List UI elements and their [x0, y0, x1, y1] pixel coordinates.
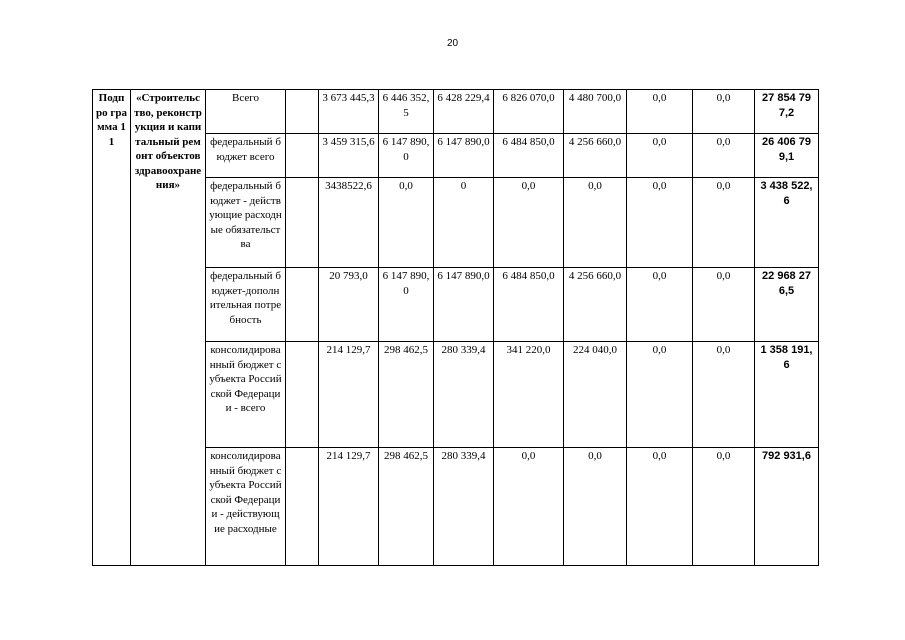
value-cell: 0,0: [693, 134, 755, 178]
total-cell: 22 968 276,5: [755, 268, 819, 342]
value-cell: 0,0: [693, 268, 755, 342]
total-cell: 1 358 191,6: [755, 342, 819, 448]
total-cell: 792 931,6: [755, 448, 819, 566]
value-cell: 6 484 850,0: [494, 268, 564, 342]
value-cell: 3 673 445,3: [319, 90, 379, 134]
value-cell: 0,0: [564, 178, 627, 268]
value-cell: 4 256 660,0: [564, 134, 627, 178]
value-cell: 0,0: [627, 448, 693, 566]
row-name: Всего: [206, 90, 286, 134]
value-cell: 0,0: [627, 268, 693, 342]
row-name: федеральный бюджет всего: [206, 134, 286, 178]
total-cell: 3 438 522,6: [755, 178, 819, 268]
empty-cell: [286, 342, 319, 448]
value-cell: 298 462,5: [379, 448, 434, 566]
value-cell: 341 220,0: [494, 342, 564, 448]
value-cell: 0,0: [494, 178, 564, 268]
value-cell: 0,0: [627, 134, 693, 178]
value-cell: 0,0: [564, 448, 627, 566]
value-cell: 6 428 229,4: [434, 90, 494, 134]
empty-cell: [286, 134, 319, 178]
budget-table: [92, 89, 819, 566]
value-cell: 0,0: [379, 178, 434, 268]
value-cell: 4 480 700,0: [564, 90, 627, 134]
table-row: [93, 90, 819, 134]
empty-cell: [286, 90, 319, 134]
value-cell: 6 446 352,5: [379, 90, 434, 134]
value-cell: 20 793,0: [319, 268, 379, 342]
value-cell: 0,0: [627, 90, 693, 134]
row-name: федеральный бюджет-дополнительная потребность: [206, 268, 286, 342]
value-cell: 0,0: [627, 342, 693, 448]
value-cell: 224 040,0: [564, 342, 627, 448]
value-cell: 214 129,7: [319, 342, 379, 448]
value-cell: 0,0: [693, 178, 755, 268]
value-cell: 214 129,7: [319, 448, 379, 566]
empty-cell: [286, 448, 319, 566]
value-cell: 6 147 890,0: [434, 268, 494, 342]
value-cell: 3438522,6: [319, 178, 379, 268]
row-name: консолидированный бюджет субъекта Российской Федерации - всего: [206, 342, 286, 448]
value-cell: 0,0: [693, 90, 755, 134]
value-cell: 3 459 315,6: [319, 134, 379, 178]
value-cell: 298 462,5: [379, 342, 434, 448]
value-cell: 6 826 070,0: [494, 90, 564, 134]
value-cell: 0,0: [693, 448, 755, 566]
value-cell: 6 147 890,0: [434, 134, 494, 178]
value-cell: 280 339,4: [434, 342, 494, 448]
total-cell: 27 854 797,2: [755, 90, 819, 134]
row-name: федеральный бюджет - действующие расходные обязательства: [206, 178, 286, 268]
total-cell: 26 406 799,1: [755, 134, 819, 178]
page-number: 20: [446, 38, 459, 49]
value-cell: 4 256 660,0: [564, 268, 627, 342]
value-cell: 0,0: [693, 342, 755, 448]
value-cell: 6 484 850,0: [494, 134, 564, 178]
empty-cell: [286, 268, 319, 342]
value-cell: 6 147 890,0: [379, 134, 434, 178]
row-name: консолидированный бюджет субъекта Российской Федерации - действующие расходные: [206, 448, 286, 566]
value-cell: 6 147 890,0: [379, 268, 434, 342]
empty-cell: [286, 178, 319, 268]
subprogram-title: «Строительство, реконструкция и капитальный ремонт объектов здравоохранения»: [131, 90, 206, 566]
subprogram-label: Подпро гра мма 11: [93, 90, 131, 566]
value-cell: 0,0: [627, 178, 693, 268]
value-cell: 280 339,4: [434, 448, 494, 566]
value-cell: 0: [434, 178, 494, 268]
value-cell: 0,0: [494, 448, 564, 566]
